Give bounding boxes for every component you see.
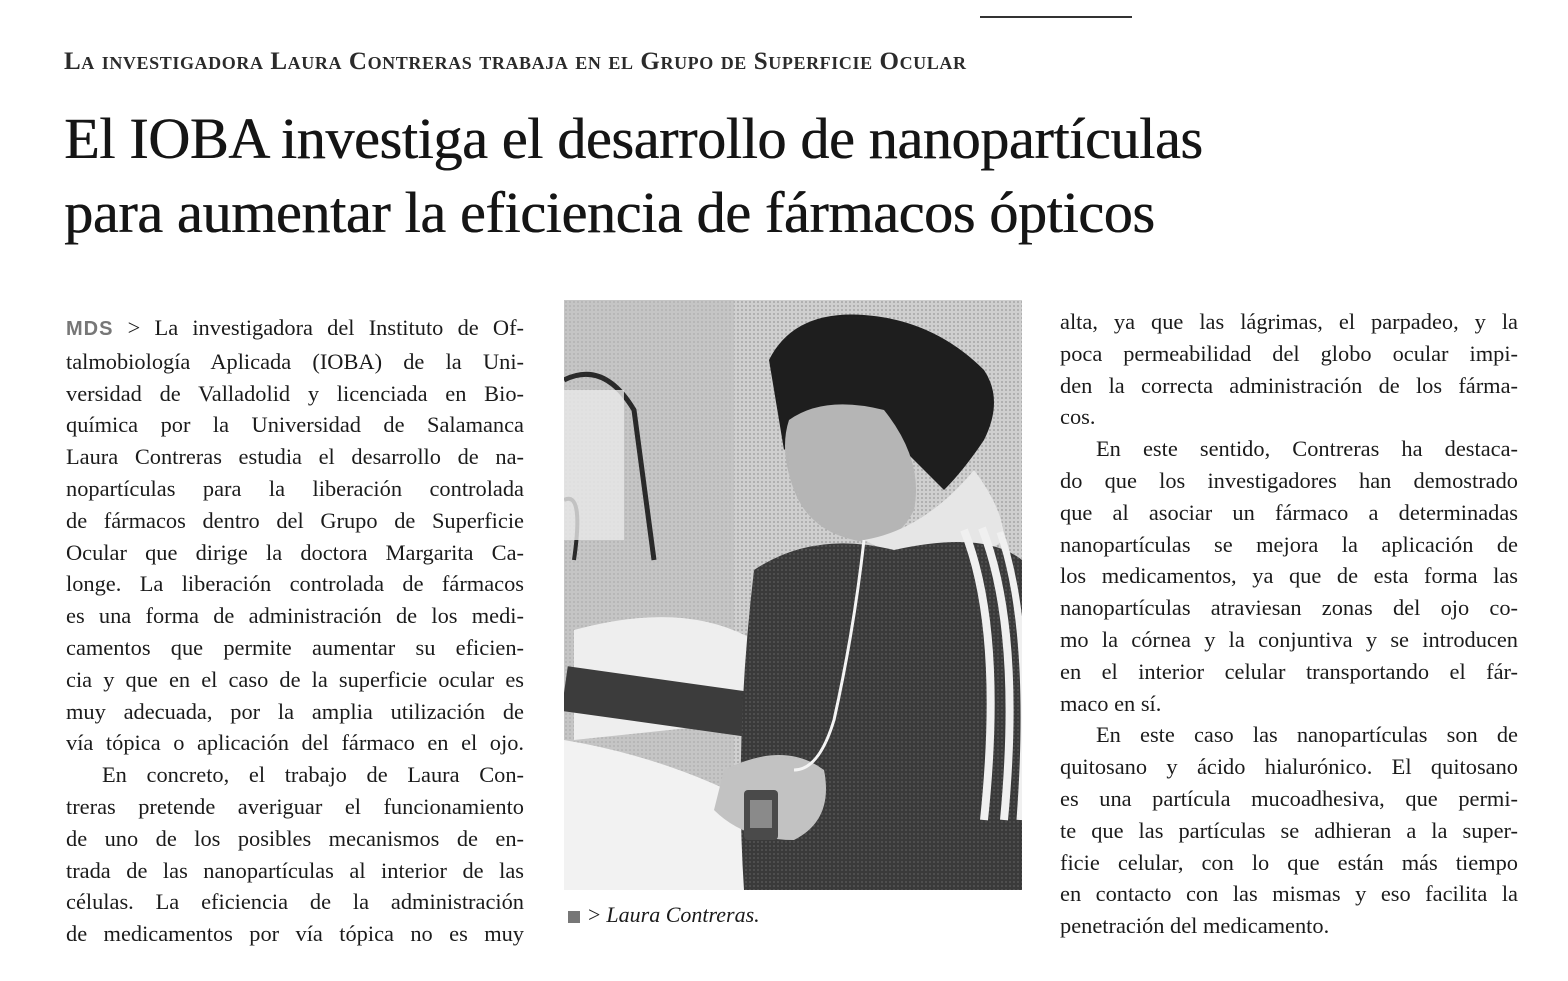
- column-line: alta, ya que las lágrimas, el parpadeo, y la: [1060, 309, 1518, 334]
- column-line: trada de las nanopartículas al interior de las: [66, 857, 524, 883]
- byline: MDS: [66, 318, 114, 340]
- column-line: En este sentido, Contreras ha destaca-: [1096, 436, 1518, 462]
- column-line: vía tópica o aplicación del fármaco en el ojo.: [66, 730, 524, 756]
- column-line: te que las partículas se adhieran a la super-: [1060, 817, 1518, 843]
- column-line: que al asociar un fármaco a determinadas: [1060, 499, 1518, 525]
- caption-text: Laura Contreras.: [606, 902, 760, 927]
- column-line: quitosano y ácido hialurónico. El quitosano: [1060, 754, 1518, 780]
- column-line: cia y que en el caso de la superficie ocular es: [66, 666, 524, 692]
- column-line: camentos que permite aumentar su eficien-: [66, 634, 524, 660]
- column-line: es una partícula mucoadhesiva, que permi-: [1060, 785, 1518, 811]
- column-line: maco en sí.: [1060, 690, 1162, 716]
- article-column-1: [66, 312, 524, 950]
- column-line: nanopartículas se mejora la aplicación de: [1060, 531, 1518, 557]
- column-line: En concreto, el trabajo de Laura Con-: [102, 762, 524, 788]
- column-line: de medicamentos por vía tópica no es muy: [66, 921, 524, 947]
- column-line: en el interior celular transportando el fár-: [1060, 658, 1518, 684]
- column-line: cos.: [1060, 404, 1096, 430]
- column-line: treras pretende averiguar el funcionamiento: [66, 793, 524, 819]
- photo-caption: [568, 900, 1028, 930]
- column-line: Laura Contreras estudia el desarrollo de na-: [66, 444, 524, 470]
- column-line: química por la Universidad de Salamanca: [66, 412, 524, 438]
- column-line: En este caso las nanopartículas son de: [1096, 722, 1518, 748]
- top-rule: [980, 16, 1132, 18]
- column-line: ficie celular, con lo que están más tiempo: [1060, 849, 1518, 875]
- column-line: longe. La liberación controlada de fármacos: [66, 571, 524, 597]
- kicker: La investigadora Laura Contreras trabaja en el Grupo de Superficie Ocular: [64, 48, 967, 75]
- column-line: los medicamentos, ya que de esta forma las: [1060, 563, 1518, 589]
- column-line: nopartículas para la liberación controlada: [66, 475, 524, 501]
- headline: [64, 102, 1504, 250]
- column-line: do que los investigadores han demostrado: [1060, 467, 1518, 493]
- column-line: es una forma de administración de los medi-: [66, 603, 524, 629]
- headline-line-1: El IOBA investiga el desarrollo de nanopartículas: [64, 106, 1203, 171]
- headline-line-2: para aumentar la eficiencia de fármacos ópticos: [64, 180, 1155, 245]
- column-line: poca permeabilidad del globo ocular impi-: [1060, 340, 1518, 366]
- column-line: células. La eficiencia de la administración: [66, 889, 524, 915]
- caption-separator: >: [588, 902, 601, 927]
- column-line: de uno de los posibles mecanismos de en-: [66, 825, 524, 851]
- photo-laura-contreras: [564, 300, 1022, 890]
- column-line: penetración del medicamento.: [1060, 913, 1330, 939]
- column-line: versidad de Valladolid y licenciada en Bio-: [66, 380, 524, 406]
- column-line: den la correcta administración de los fárma-: [1060, 372, 1518, 398]
- photo-illustration: [564, 300, 1022, 890]
- column-line: en contacto con las mismas y eso facilita la: [1060, 881, 1518, 907]
- column-line: mo la córnea y la conjuntiva y se introducen: [1060, 626, 1518, 652]
- column-line: nanopartículas atraviesan zonas del ojo co-: [1060, 595, 1518, 621]
- column-line: muy adecuada, por la amplia utilización de: [66, 698, 524, 724]
- caption-square-icon: [568, 911, 580, 923]
- article-column-3: [1060, 306, 1518, 942]
- column-line: MDS > La investigadora del Instituto de Of-: [66, 315, 524, 340]
- column-line: de fármacos dentro del Grupo de Superficie: [66, 507, 524, 533]
- byline-separator: >: [127, 315, 141, 340]
- column-line: Ocular que dirige la doctora Margarita Ca-: [66, 539, 524, 565]
- column-line: talmobiología Aplicada (IOBA) de la Uni-: [66, 348, 524, 374]
